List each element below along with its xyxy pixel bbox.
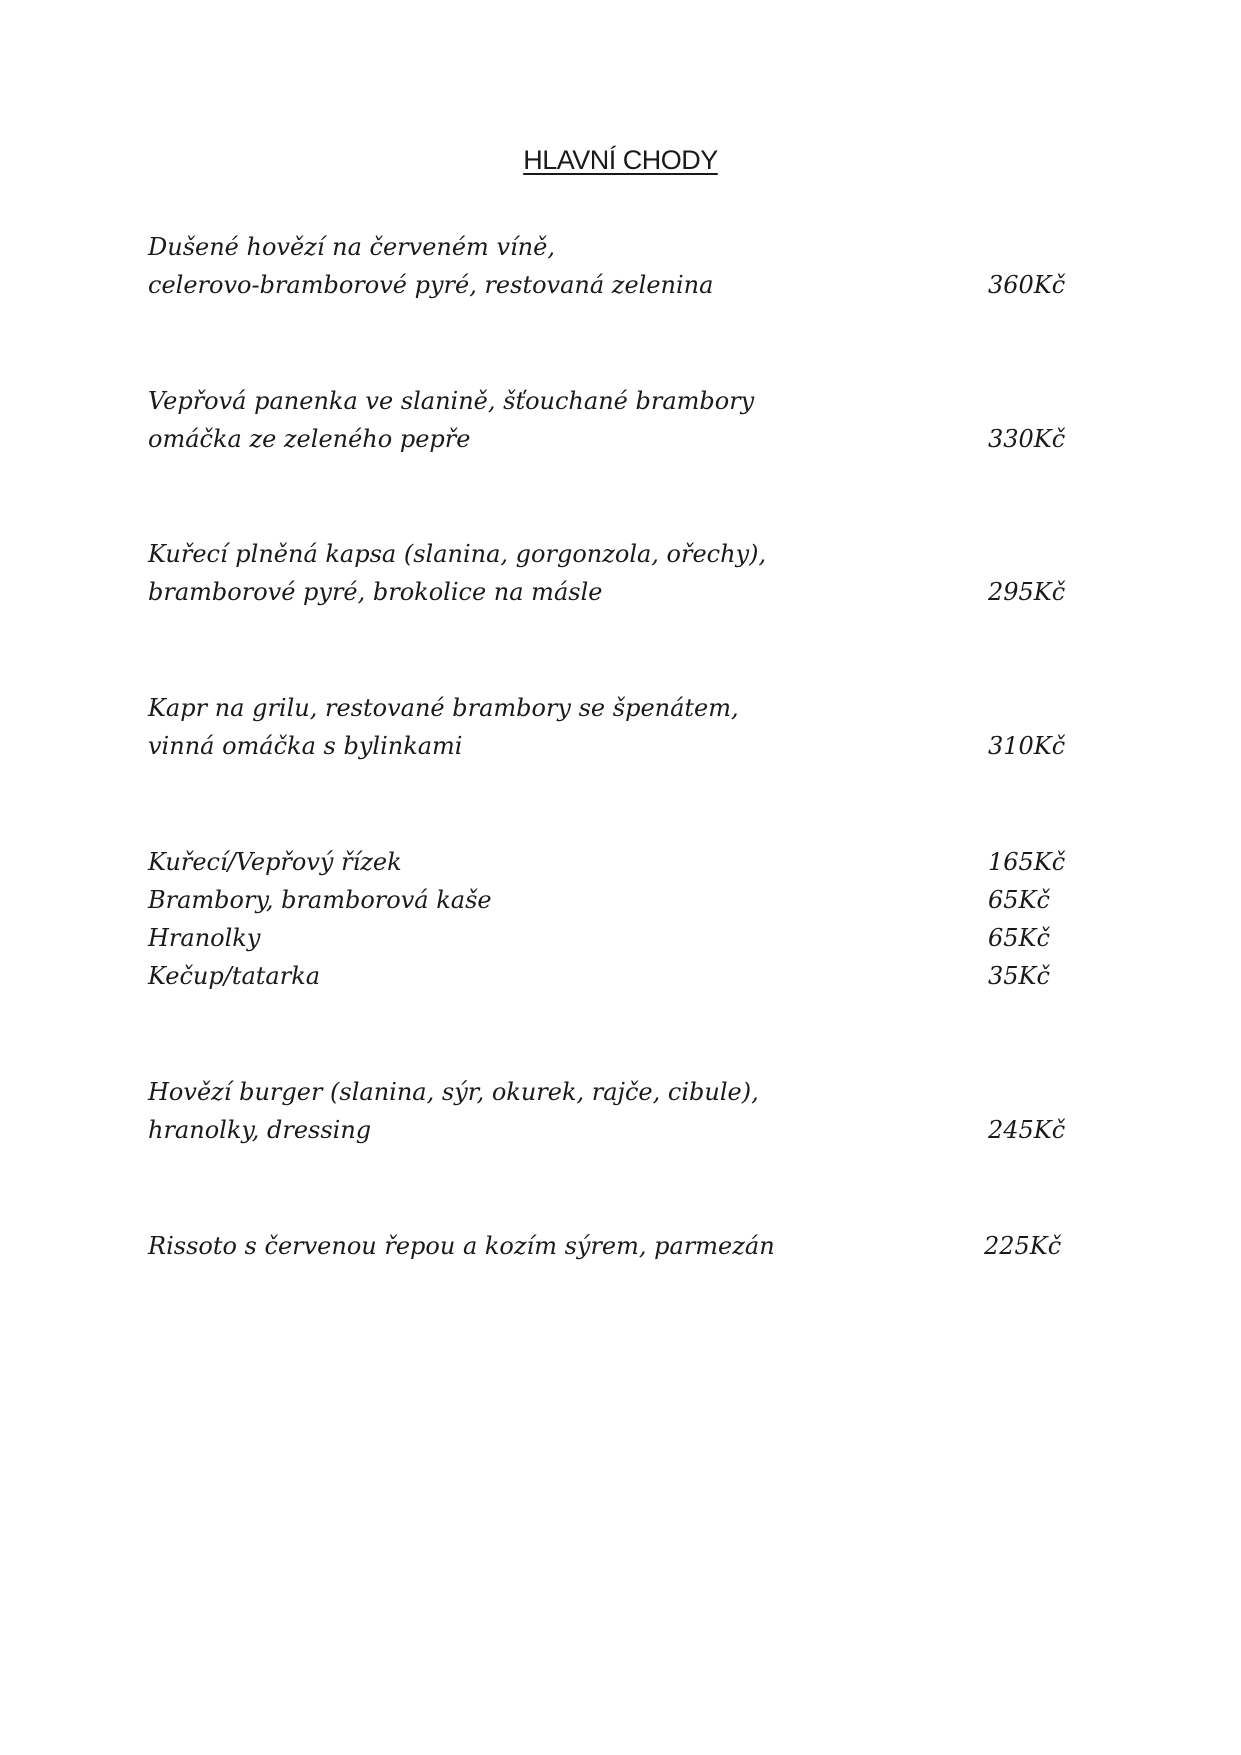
item-description: Dušené hovězí na červeném víně,	[148, 233, 555, 261]
side-name: Hranolky	[148, 924, 261, 952]
item-description: Rissoto s červenou řepou a kozím sýrem, parmezán	[148, 1232, 775, 1260]
side-price: 35Kč	[988, 962, 1050, 990]
menu-item	[148, 382, 1068, 458]
side-price: 65Kč	[988, 886, 1050, 914]
item-description: vinná omáčka s bylinkami	[148, 732, 463, 760]
item-description: omáčka ze zeleného pepře	[148, 425, 471, 453]
menu-item	[148, 535, 1068, 611]
item-description: hranolky, dressing	[148, 1116, 372, 1144]
menu-item	[148, 1073, 1068, 1149]
item-price: 310Kč	[988, 732, 1066, 760]
side-price: 65Kč	[988, 924, 1050, 952]
side-name: Brambory, bramborová kaše	[148, 886, 492, 914]
menu-item	[148, 689, 1068, 765]
side-price: 165Kč	[988, 848, 1066, 876]
item-description: Kuřecí plněná kapsa (slanina, gorgonzola, ořechy),	[148, 540, 767, 568]
menu-item	[148, 1227, 1068, 1265]
item-price: 295Kč	[988, 578, 1066, 606]
side-name: Kečup/tatarka	[148, 962, 321, 990]
item-price: 245Kč	[988, 1116, 1066, 1144]
sides-list	[148, 843, 1068, 995]
page-title: HLAVNÍ CHODY	[523, 145, 718, 175]
item-description: Hovězí burger (slanina, sýr, okurek, rajče, cibule),	[148, 1078, 759, 1106]
item-description: celerovo-bramborové pyré, restovaná zelenina	[148, 271, 714, 299]
item-description: Vepřová panenka ve slanině, šťouchané brambory	[148, 387, 755, 415]
menu-item	[148, 228, 1068, 304]
item-description: Kapr na grilu, restované brambory se špenátem,	[148, 694, 739, 722]
item-price: 360Kč	[988, 271, 1066, 299]
item-price: 330Kč	[988, 425, 1066, 453]
side-name: Kuřecí/Vepřový řízek	[148, 848, 402, 876]
item-price: 225Kč	[984, 1232, 1062, 1260]
item-description: bramborové pyré, brokolice na másle	[148, 578, 603, 606]
